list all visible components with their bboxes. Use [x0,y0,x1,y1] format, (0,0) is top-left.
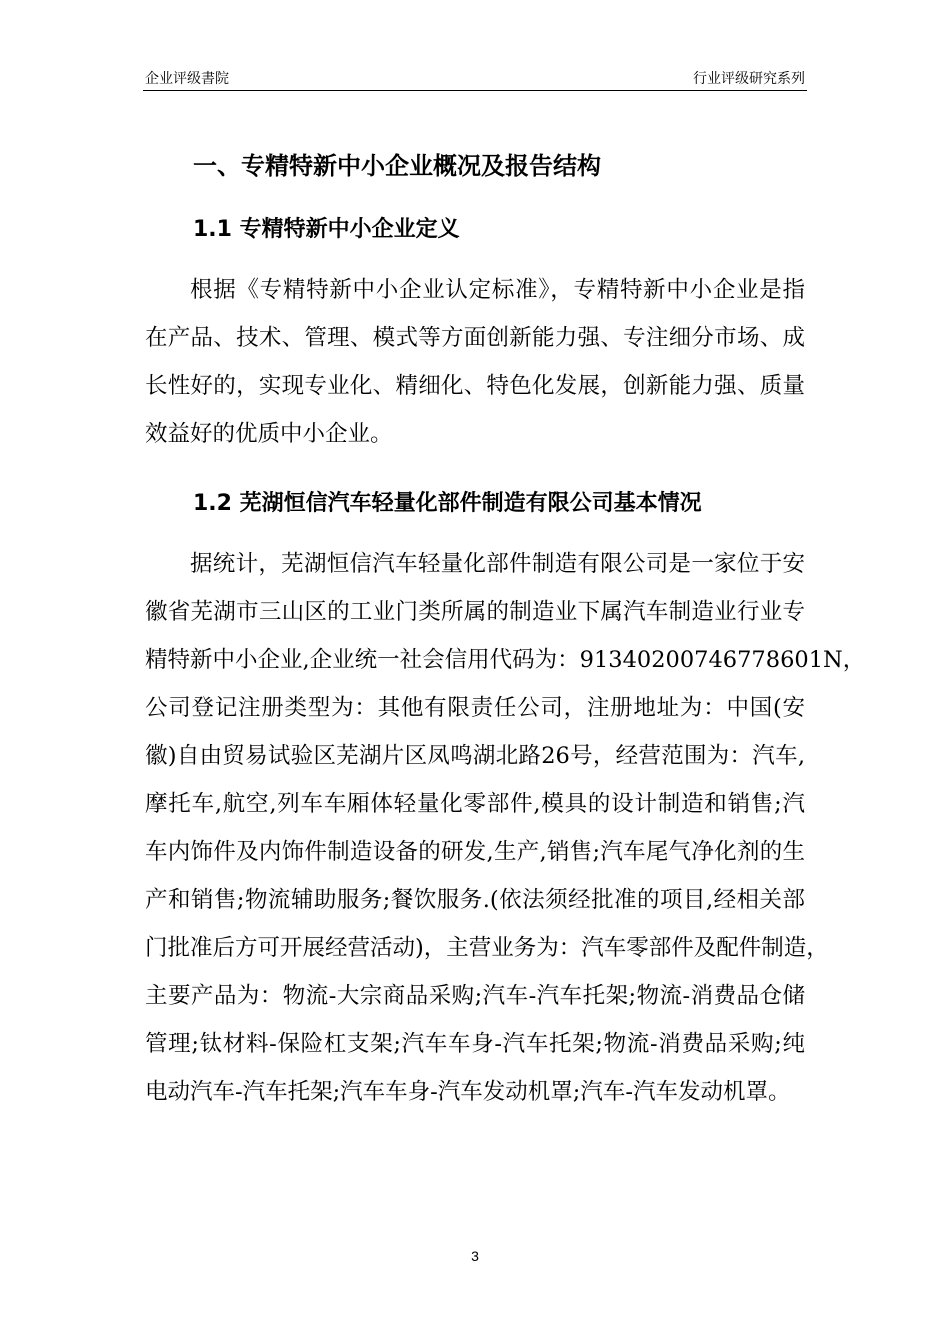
section-heading-1-1: 1.1 专精特新中小企业定义 [193,217,460,242]
paragraph-line: 车内饰件及内饰件制造设备的研发,生产,销售;汽车尾气净化剂的生 [145,839,805,865]
paragraph-line: 电动汽车-汽车托架;汽车车身-汽车发动机罩;汽车-汽车发动机罩。 [145,1079,791,1105]
paragraph-line: 根据《专精特新中小企业认定标准》，专精特新中小企业是指 [190,277,805,303]
paragraph-line: 长性好的，实现专业化、精细化、特色化发展，创新能力强、质量 [145,373,805,399]
page-number: 3 [471,1248,479,1264]
paragraph-line: 据统计，芜湖恒信汽车轻量化部件制造有限公司是一家位于安 [190,551,805,577]
paragraph-line: 摩托车,航空,列车车厢体轻量化零部件,模具的设计制造和销售;汽 [145,791,805,817]
paragraph-line: 徽)自由贸易试验区芜湖片区凤鸣湖北路26号，经营范围为：汽车, [145,743,805,769]
section-1-2-paragraph [145,540,866,1116]
paragraph-line: 门批准后方可开展经营活动)，主营业务为：汽车零部件及配件制造， [145,935,829,961]
header-left-title: 企业评级書院 [145,70,229,86]
header-right-title: 行业评级研究系列 [693,70,805,86]
section-1-1-paragraph [145,266,805,458]
section-heading-1-2: 1.2 芜湖恒信汽车轻量化部件制造有限公司基本情况 [193,491,702,516]
paragraph-line: 公司登记注册类型为：其他有限责任公司，注册地址为：中国(安 [145,695,805,721]
header-divider [143,90,807,91]
paragraph-line: 徽省芜湖市三山区的工业门类所属的制造业下属汽车制造业行业专 [145,599,805,625]
chapter-heading: 一、专精特新中小企业概况及报告结构 [193,152,601,180]
paragraph-line: 主要产品为：物流-大宗商品采购;汽车-汽车托架;物流-消费品仓储 [145,983,805,1009]
paragraph-line: 精特新中小企业,企业统一社会信用代码为：9134020074677860​1N， [145,647,866,673]
paragraph-line: 效益好的优质中小企业。 [145,421,393,447]
paragraph-line: 产和销售;物流辅助服务;餐饮服务.(依法须经批准的项目,经相关部 [145,887,805,913]
paragraph-line: 在产品、技术、管理、模式等方面创新能力强、专注细分市场、成 [145,325,805,351]
paragraph-line: 管理;钛材料-保险杠支架;汽车车身-汽车托架;物流-消费品采购;纯 [145,1031,805,1057]
